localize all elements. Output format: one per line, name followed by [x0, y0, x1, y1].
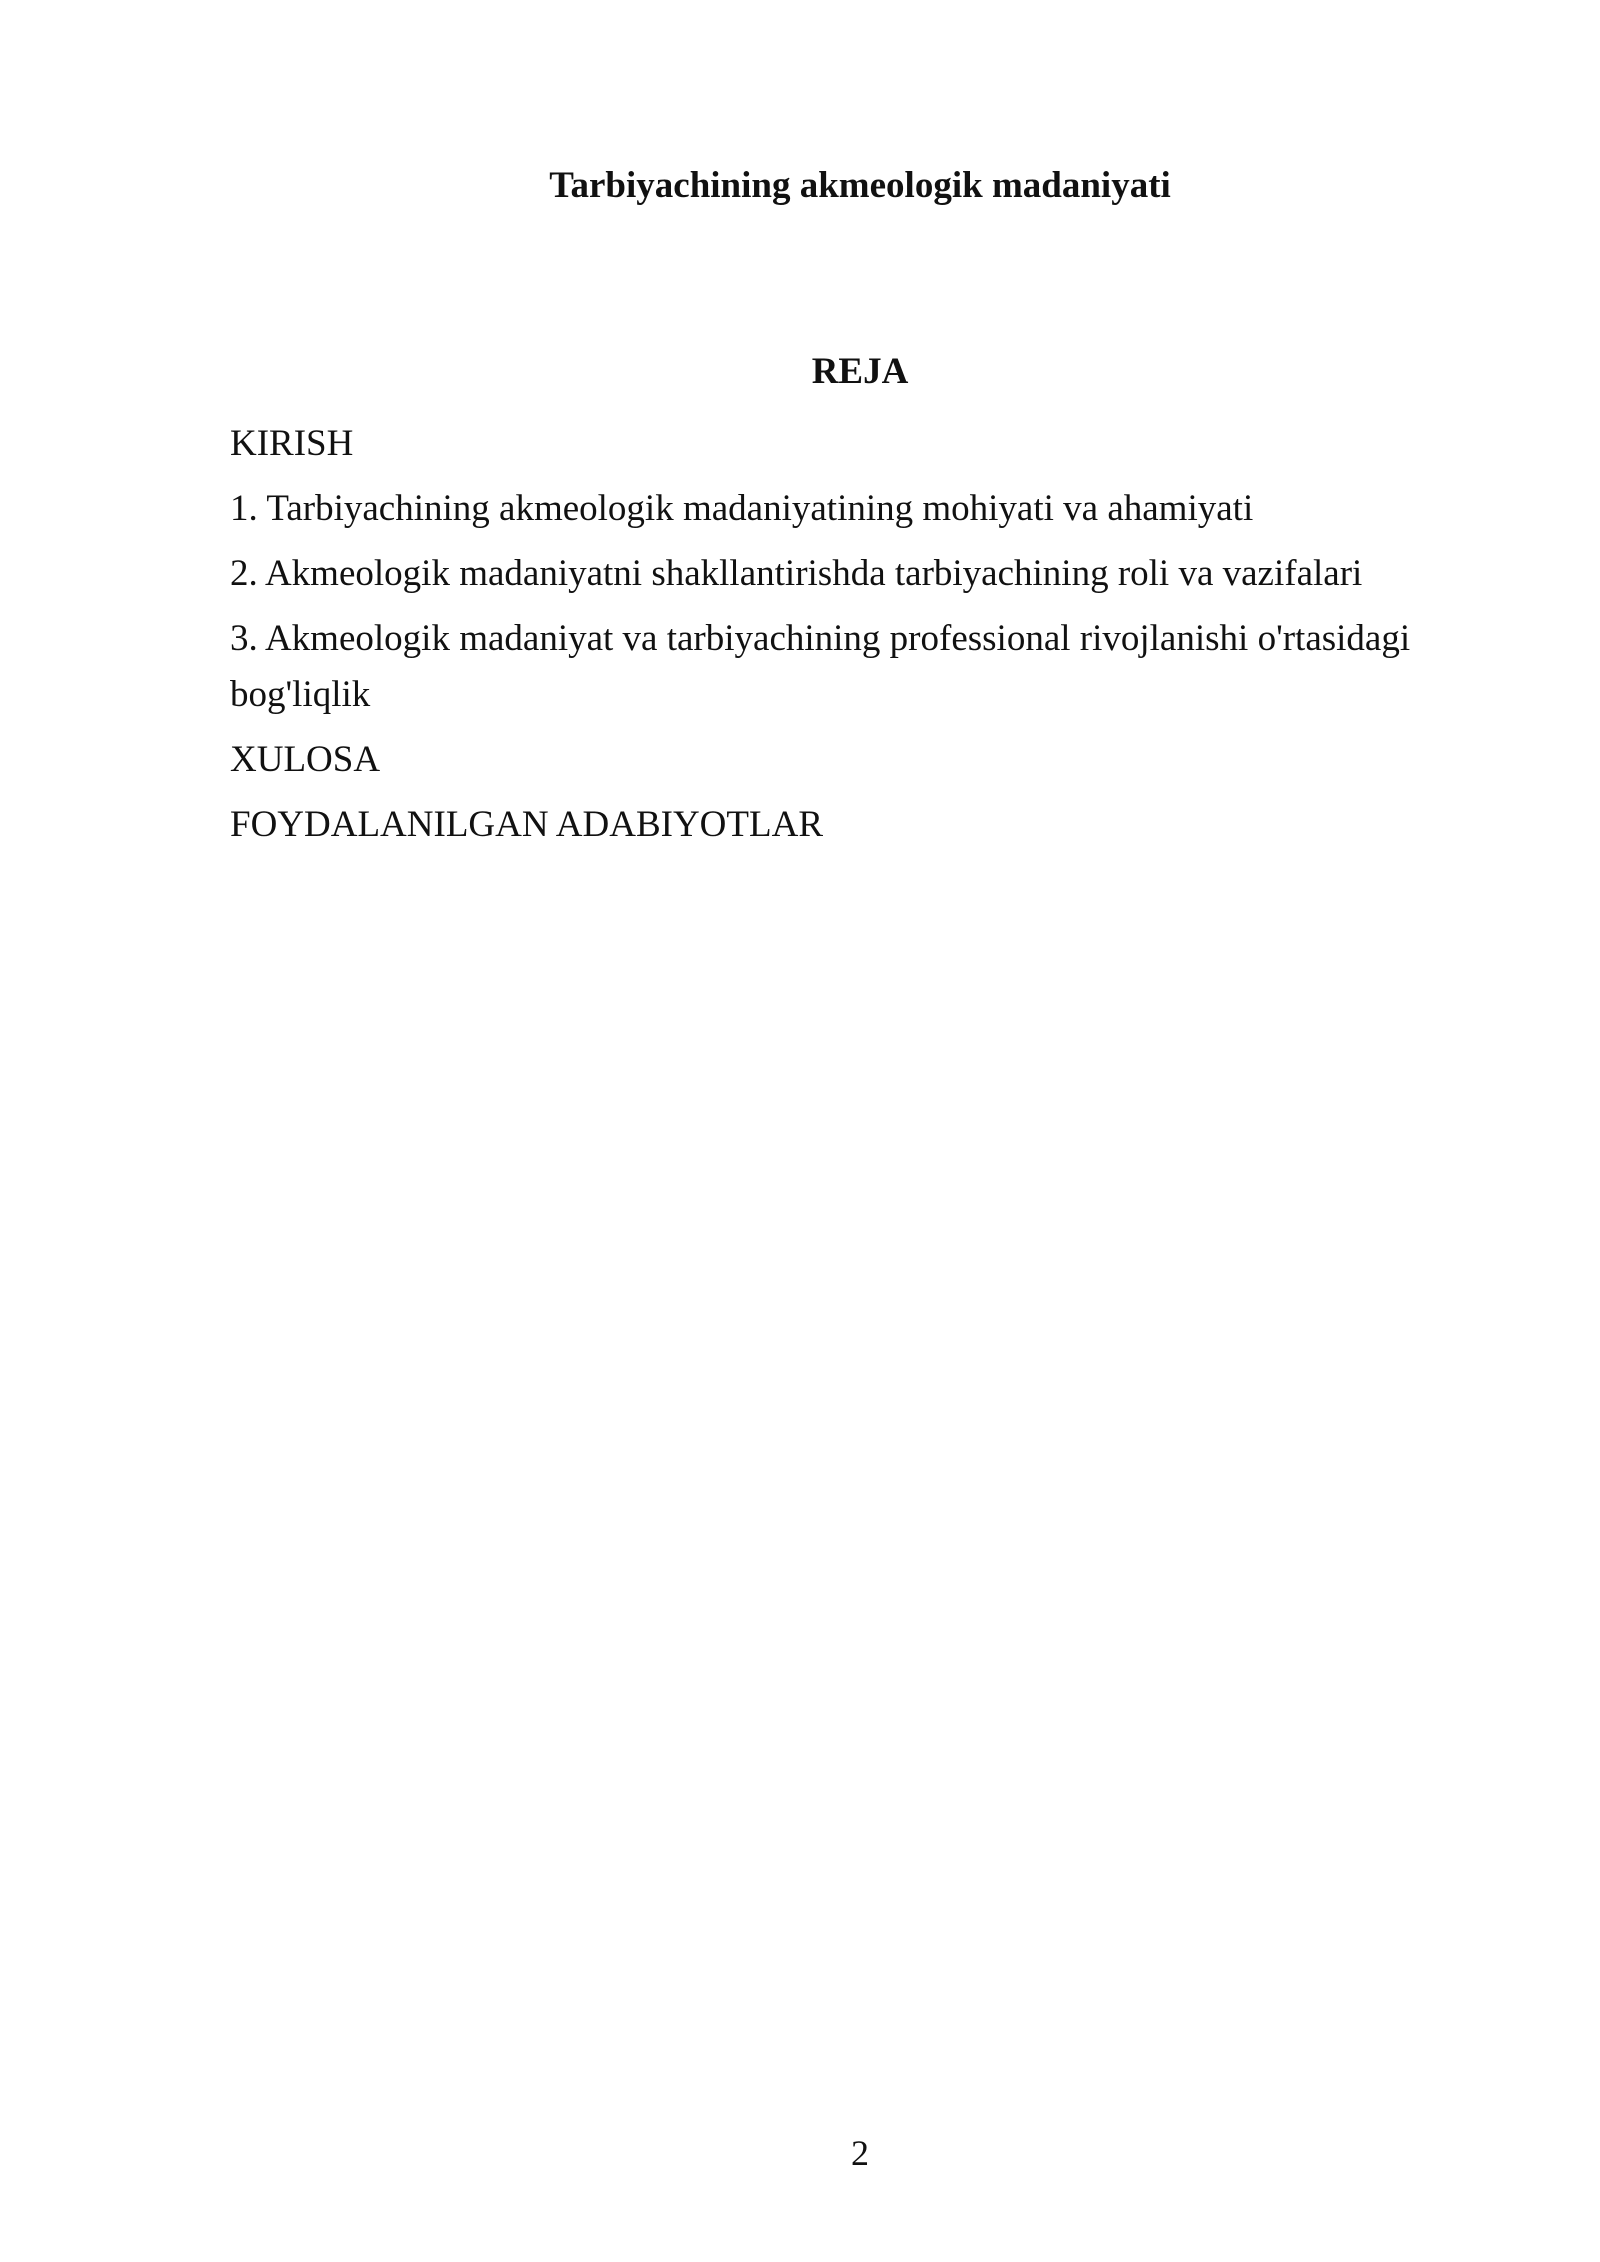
document-title: Tarbiyachining akmeologik madaniyati [549, 165, 1171, 206]
plan-item-3: 3. Akmeologik madaniyat va tarbiyachining professional rivojlanishi o'rtasidagi bog'liqlik [230, 618, 1411, 715]
plan-item-2: 2. Akmeologik madaniyatni shakllantirishda tarbiyachining roli va vazifalari [230, 553, 1363, 594]
plan-list [230, 416, 1445, 862]
plan-heading: REJA [811, 351, 909, 392]
plan-item-references: FOYDALANILGAN ADABIYOTLAR [230, 804, 823, 845]
plan-item-introduction: KIRISH [230, 423, 354, 464]
plan-item-conclusion: XULOSA [230, 739, 381, 780]
page-number: 2 [851, 2133, 869, 2173]
plan-item-1: 1. Tarbiyachining akmeologik madaniyatining mohiyati va ahamiyati [230, 488, 1254, 529]
